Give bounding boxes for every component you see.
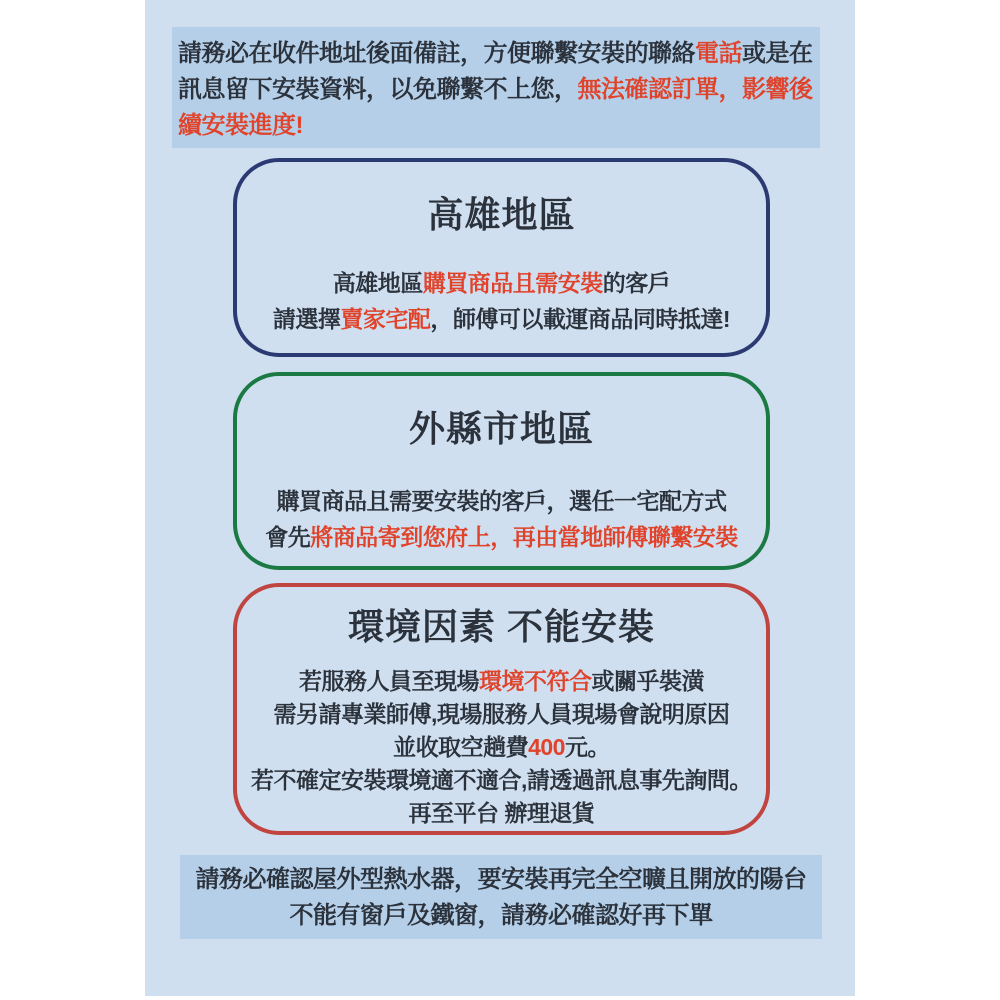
- notice-line: [180, 862, 822, 898]
- plain-text: 請務必在收件地址後面備註，方便聯繫安裝的聯絡: [178, 40, 695, 67]
- plain-text: 的客戶: [602, 270, 671, 296]
- notice-line: [237, 519, 766, 555]
- plain-text: 若不確定安裝環境適不適合,請透過訊息事先詢問。: [251, 767, 752, 793]
- notice-box-other-counties: [233, 372, 770, 570]
- bottom-notice: [180, 855, 822, 939]
- notice-box-kaohsiung: [233, 158, 770, 357]
- notice-line: [180, 898, 822, 934]
- plain-text: 元。: [564, 734, 610, 760]
- highlight-text: 電話: [695, 40, 742, 67]
- notice-box-environment: [233, 583, 770, 835]
- plain-text: 需另請專業師傅,現場服務人員現場會說明原因: [273, 701, 730, 727]
- plain-text: 若服務人員至現場: [299, 668, 479, 694]
- highlight-text: 賣家宅配: [340, 306, 431, 332]
- content-area: [145, 0, 855, 996]
- box-title-kaohsiung: 高雄地區: [427, 194, 576, 235]
- notice-line: [237, 698, 766, 731]
- box-body: [237, 483, 766, 555]
- notice-line: [237, 665, 766, 698]
- notice-line: [237, 301, 766, 337]
- highlight-text: 續安裝進度!: [178, 112, 303, 139]
- box-body: [237, 665, 766, 830]
- plain-text: 高雄地區: [332, 270, 423, 296]
- highlight-text: 將商品寄到您府上，再由當地師傅聯繫安裝: [310, 524, 738, 550]
- notice-line: [178, 36, 820, 72]
- notice-line: [178, 72, 820, 108]
- plain-text: 購買商品且需要安裝的客戶，選任一宅配方式: [276, 488, 727, 514]
- plain-text: 再至平台 辦理退貨: [408, 800, 595, 826]
- highlight-text: 無法確認訂單，影響後: [577, 76, 813, 103]
- plain-text: 會先: [265, 524, 311, 550]
- notice-line: [237, 483, 766, 519]
- top-notice: [172, 27, 820, 148]
- notice-line: [237, 797, 766, 830]
- plain-text: ，師傅可以載運商品同時抵達!: [430, 306, 731, 332]
- plain-text: 並收取空趟費: [393, 734, 529, 760]
- box-body: [237, 265, 766, 337]
- notice-line: [237, 265, 766, 301]
- box-title-environment: 環境因素 不能安裝: [347, 606, 655, 647]
- highlight-text: 購買商品且需安裝: [422, 270, 603, 296]
- highlight-text: 400: [528, 734, 565, 760]
- notice-line: [237, 764, 766, 797]
- box-title-other-counties: 外縣市地區: [408, 408, 594, 449]
- plain-text: 或是在: [742, 40, 813, 67]
- notice-line: [178, 108, 820, 144]
- notice-line: [237, 731, 766, 764]
- plain-text: 訊息留下安裝資料，以免聯繫不上您，: [178, 76, 578, 103]
- plain-text: 不能有窗戶及鐵窗，請務必確認好再下單: [289, 902, 713, 929]
- plain-text: 或關乎裝潢: [591, 668, 704, 694]
- highlight-text: 環境不符合: [479, 668, 592, 694]
- plain-text: 請務必確認屋外型熱水器，要安裝再完全空曠且開放的陽台: [195, 866, 807, 893]
- plain-text: 請選擇: [272, 306, 341, 332]
